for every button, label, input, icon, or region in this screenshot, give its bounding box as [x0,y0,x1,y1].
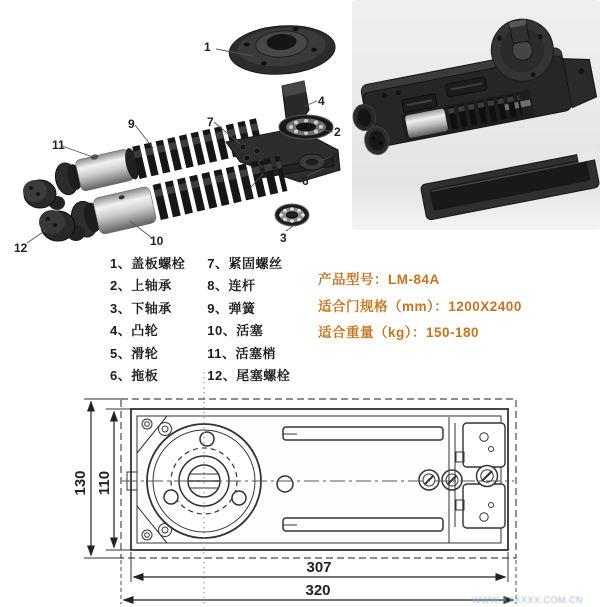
part-item-2: 2、上轴承 [110,278,172,294]
dimension-drawing [0,360,600,607]
dim-label-110: 110 [96,470,113,496]
part-item-7: 7、紧固螺丝 [207,256,283,271]
upper-bearing [279,115,333,139]
spec-weight: 适合重量（kg）：150-180 [318,325,480,341]
part-item-12: 12、尾塞螺栓 [207,368,291,384]
part-item-1: 1、盖板螺栓 [110,256,186,271]
dim-label-320: 320 [305,582,331,599]
callout-3: 3 [280,231,287,245]
spec-model: 产品型号：LM-84A [318,272,440,287]
part-item-6: 6、拖板 [110,368,159,384]
callout-5: 5 [332,151,339,165]
part-item-11: 11、活塞梢 [207,345,276,361]
callout-11: 11 [52,138,65,152]
callout-10: 10 [150,234,164,248]
part-item-8: 8、连杆 [207,278,256,294]
lower-bearing [275,204,309,226]
callout-2: 2 [334,125,341,139]
callout-6: 6 [302,174,309,188]
part-item-10: 10、活塞 [207,323,264,339]
callout-8: 8 [245,187,252,201]
callout-9: 9 [128,117,135,131]
dim-inner-width [131,552,508,582]
exploded-parts-photo [0,0,360,265]
dim-label-130: 130 [72,470,89,496]
spec-door-size: 适合门规格（mm）：1200X2400 [318,298,522,314]
watermark: WWW.XXXXXX.COM.CN [472,595,584,605]
dim-label-307: 307 [306,559,332,576]
cover-flange [228,22,337,77]
assembled-product-photo [350,0,600,235]
callout-4: 4 [318,94,325,108]
part-item-9: 9、弹簧 [207,300,256,316]
callout-12: 12 [14,241,28,255]
part-item-4: 4、凸轮 [110,323,159,339]
part-item-3: 3、下轴承 [110,300,172,316]
callout-7: 7 [207,115,214,129]
callout-1: 1 [204,40,211,54]
product-specs [318,267,522,347]
part-item-5: 5、滑轮 [110,345,159,361]
